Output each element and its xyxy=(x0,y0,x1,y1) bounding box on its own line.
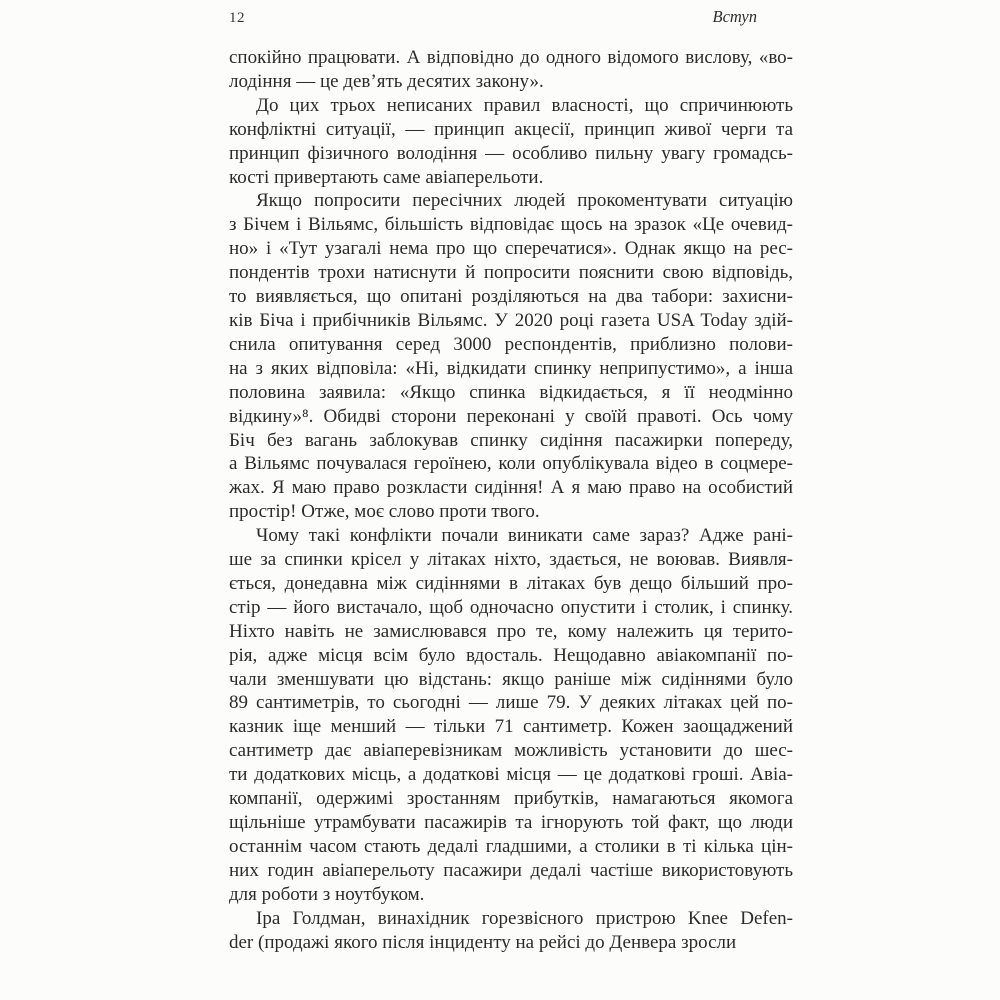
text-line: Якщо попросити пересічних людей прокоментувати ситуацію xyxy=(256,190,793,212)
page-number: 12 xyxy=(229,10,245,26)
text-line: щільніше утрамбувати пасажирів та ігнорують той факт, що люди xyxy=(229,812,793,833)
text-line: ків Біча і прибічників Вільямс. У 2020 році газета USA Today здій- xyxy=(229,309,793,331)
text-line: них годин авіаперельоту пасажири дедалі частіше використовують xyxy=(229,859,793,881)
paragraph xyxy=(229,907,793,955)
running-head-chapter: Вступ xyxy=(712,7,757,26)
text-line: на з яких відповіла: «Ні, відкидати спинку неприпустимо», а інша xyxy=(229,357,793,379)
text-line: der (продажі якого після інциденту на рейсі до Денвера зросли xyxy=(229,931,737,953)
paragraph xyxy=(229,524,793,907)
text-line: для роботи з ноутбуком. xyxy=(229,883,425,905)
text-line: Біч без вагань заблокував спинку сидіння пасажирки попереду, xyxy=(229,429,793,451)
text-line: До цих трьох неписаних правил власності, що спричинюють xyxy=(256,94,793,116)
text-line: кості привертають саме авіаперельоти. xyxy=(229,166,544,188)
paragraph xyxy=(229,189,793,524)
text-line: рія, адже місця всім було вдосталь. Нещодавно авіакомпанії по- xyxy=(229,644,793,666)
text-line: но» і «Тут узагалі нема про що сперечатися». Однак якщо на рес- xyxy=(229,238,793,260)
text-line: принцип фізичного володіння — особливо пильну увагу громадсь- xyxy=(229,142,793,164)
text-line: лодіння — це дев’ять десятих закону». xyxy=(229,70,544,92)
text-line: снила опитування серед 3000 респондентів, приблизно полови- xyxy=(229,333,793,355)
text-line: конфліктні ситуації, — принцип акцесії, принцип живої черги та xyxy=(229,118,793,140)
text-line: Ніхто навіть не замислювався про те, кому належить ця терито- xyxy=(229,620,793,642)
text-line: з Бічем і Вільямс, більшість відповідає щось на зразок «Це очевид- xyxy=(229,214,793,236)
text-line: чали зменшувати цю відстань: якщо раніше між сидіннями було xyxy=(229,668,793,690)
paragraph xyxy=(229,94,793,190)
text-line: ти додаткових місць, а додаткові місця — це додаткові гроші. Авіа- xyxy=(229,764,793,786)
text-line: то виявляється, що опитані розділяються на два табори: захисни- xyxy=(229,286,793,308)
text-line: пондентів трохи натиснути й попросити пояснити свою відповідь, xyxy=(229,262,793,284)
text-line: ше за спинки крісел у літаках ніхто, здається, не воював. Виявля- xyxy=(229,549,793,571)
text-line: відкину»⁸. Обидві сторони переконані у своїй правоті. Ось чому xyxy=(229,405,793,427)
text-line: Іра Голдман, винахідник горезвісного пристрою Knee Defen- xyxy=(256,907,793,929)
text-line: 89 сантиметрів, то сьогодні — лише 79. У деяких літаках цей по- xyxy=(229,692,793,714)
text-line: спокійно працювати. А відповідно до одного відомого вислову, «во- xyxy=(229,47,793,68)
text-line: сантиметр дає авіаперевізникам можливість установити до шес- xyxy=(229,740,793,762)
text-line: казник іще менший — тільки 71 сантиметр. Кожен заощаджений xyxy=(229,716,793,738)
text-line: стір — його вистачало, щоб одночасно опустити і столик, і спинку. xyxy=(229,596,793,618)
text-line: простір! Отже, моє слово проти твого. xyxy=(229,501,540,523)
text-line: жах. Я маю право розкласти сидіння! А я маю право на особистий xyxy=(229,477,793,499)
text-line: Чому такі конфлікти почали виникати саме зараз? Адже рані- xyxy=(256,525,793,547)
body-text xyxy=(229,46,793,954)
page-header xyxy=(229,7,793,27)
text-line: а Вільямс почувалася героїнею, коли опублікувала відео в соцмере- xyxy=(229,453,793,475)
text-line: ється, донедавна між сидіннями в літаках був дещо більший про- xyxy=(229,572,793,594)
paragraph xyxy=(229,46,793,94)
text-line: компанії, одержимі зростанням прибутків, намагаються якомога xyxy=(229,788,793,810)
text-line: половина заявила: «Якщо спинка відкидається, я її неодмінно xyxy=(229,381,793,403)
text-line: останнім часом стають дедалі гладшими, а столики в ті кілька цін- xyxy=(229,835,793,857)
